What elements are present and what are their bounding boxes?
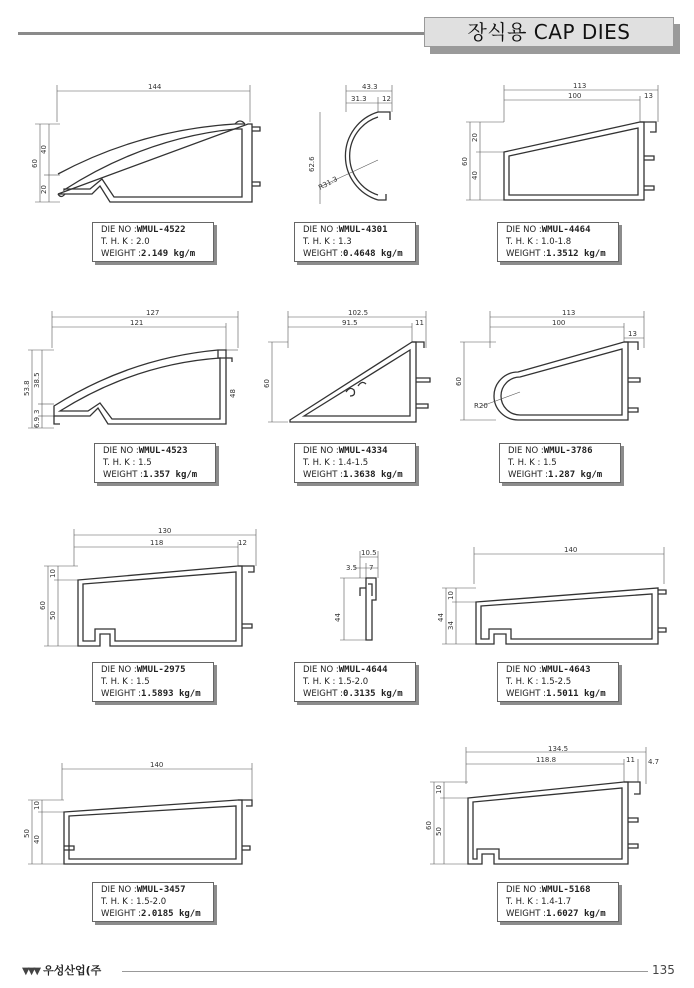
thickness: 1.5-2.0 xyxy=(136,897,167,907)
dimension-label: 12 xyxy=(238,539,247,547)
dimension-label: 140 xyxy=(564,546,578,554)
dimension-label: 20 xyxy=(471,133,479,142)
dimension-label: 127 xyxy=(146,309,160,317)
thickness: 1.4-1.7 xyxy=(541,897,572,907)
dimension-label: 62.6 xyxy=(308,156,316,172)
dimension-label: 100 xyxy=(568,92,582,100)
dimension-label: 118.8 xyxy=(536,756,557,764)
dimension-label: R31.3 xyxy=(317,175,339,192)
dimension-label: 3 xyxy=(33,409,41,414)
die-number: WMUL-4301 xyxy=(338,225,388,235)
profile-drawing-wmul-2975 xyxy=(38,526,268,656)
weight: 1.5011 kg/m xyxy=(546,689,606,699)
dimension-label: 102.5 xyxy=(348,309,369,317)
profile-drawing-wmul-4643 xyxy=(436,544,668,654)
die-info-box: DIE NO :WMUL-4334 T. H. K : 1.4-1.5 WEIGHT :1.3638 kg/m xyxy=(294,443,416,483)
company-logo xyxy=(22,962,101,978)
die-info-box: DIE NO :WMUL-2975 T. H. K : 1.5 WEIGHT :1.5893 kg/m xyxy=(92,662,214,702)
dimension-label: 60 xyxy=(263,379,271,388)
dimension-label: 43.3 xyxy=(362,83,378,91)
dimension-label: 44 xyxy=(437,613,445,622)
dimension-label: 130 xyxy=(158,527,172,535)
profile-drawing-wmul-4334 xyxy=(260,308,440,438)
die-info-box: DIE NO :WMUL-4464 T. H. K : 1.0-1.8 WEIGHT :1.3512 kg/m xyxy=(497,222,619,262)
dimension-label: 10 xyxy=(447,591,455,600)
weight: 2.0185 kg/m xyxy=(141,909,201,919)
header-rule xyxy=(18,32,428,35)
dimension-label: 113 xyxy=(562,309,576,317)
dimension-label: 50 xyxy=(23,829,31,838)
die-number: WMUL-4522 xyxy=(136,225,186,235)
dimension-label: 134.5 xyxy=(548,745,569,753)
die-info-box: DIE NO :WMUL-4643 T. H. K : 1.5-2.5 WEIGHT :1.5011 kg/m xyxy=(497,662,619,702)
thickness: 1.5 xyxy=(138,458,152,468)
triple-w-logo-icon: ▼▼▼ xyxy=(22,966,40,977)
profile-drawing-wmul-4644 xyxy=(330,548,390,648)
thickness: 1.5-2.5 xyxy=(541,677,572,687)
dimension-label: 118 xyxy=(150,539,164,547)
dimension-label: 10.5 xyxy=(361,549,377,557)
die-number: WMUL-4644 xyxy=(338,665,388,675)
die-number: WMUL-5168 xyxy=(541,885,591,895)
dimension-label: 38.5 xyxy=(33,372,41,388)
dimension-label: 11 xyxy=(626,756,635,764)
thickness: 1.5-2.0 xyxy=(338,677,369,687)
dimension-label: 10 xyxy=(49,569,57,578)
dimension-label: 34 xyxy=(447,621,455,630)
dimension-label: 53.8 xyxy=(23,380,31,396)
weight: 0.3135 kg/m xyxy=(343,689,403,699)
dimension-label: 60 xyxy=(455,377,463,386)
dimension-label: 6.9 xyxy=(33,416,41,428)
dimension-label: 3.5 xyxy=(346,564,358,572)
die-number: WMUL-4643 xyxy=(541,665,591,675)
weight: 1.3638 kg/m xyxy=(343,470,403,480)
dimension-label: 50 xyxy=(435,827,443,836)
dimension-label: 13 xyxy=(628,330,637,338)
dimension-label: 40 xyxy=(471,171,479,180)
dimension-label: 12 xyxy=(382,95,391,103)
profile-drawing-wmul-4301 xyxy=(300,82,410,212)
die-info-box: DIE NO :WMUL-3786 T. H. K : 1.5 WEIGHT :1.287 kg/m xyxy=(499,443,621,483)
dimension-label: R20 xyxy=(474,402,488,410)
footer-rule xyxy=(122,971,648,972)
thickness: 1.0-1.8 xyxy=(541,237,572,247)
die-info-box: DIE NO :WMUL-4522 T. H. K : 2.0 WEIGHT :2.149 kg/m xyxy=(92,222,214,262)
die-info-box: DIE NO :WMUL-4523 T. H. K : 1.5 WEIGHT :1.357 kg/m xyxy=(94,443,216,483)
thickness: 1.5 xyxy=(136,677,150,687)
die-number: WMUL-4334 xyxy=(338,446,388,456)
weight: 1.6027 kg/m xyxy=(546,909,606,919)
die-number: WMUL-3786 xyxy=(543,446,593,456)
dimension-label: 121 xyxy=(130,319,144,327)
die-number: WMUL-2975 xyxy=(136,665,186,675)
die-info-box: DIE NO :WMUL-5168 T. H. K : 1.4-1.7 WEIGHT :1.6027 kg/m xyxy=(497,882,619,922)
dimension-label: 140 xyxy=(150,761,164,769)
weight: 0.4648 kg/m xyxy=(343,249,403,259)
thickness: 1.3 xyxy=(338,237,352,247)
dimension-label: 60 xyxy=(461,157,469,166)
dimension-label: 60 xyxy=(39,601,47,610)
thickness: 2.0 xyxy=(136,237,150,247)
weight: 1.3512 kg/m xyxy=(546,249,606,259)
dim-width: 144 xyxy=(148,83,162,91)
dimension-label: 10 xyxy=(33,801,41,810)
dimension-label: 31.3 xyxy=(351,95,367,103)
weight: 1.287 kg/m xyxy=(548,470,603,480)
dimension-label: 7 xyxy=(369,564,374,572)
dimension-label: 10 xyxy=(435,785,443,794)
dimension-label: 11 xyxy=(415,319,424,327)
dimension-label: 13 xyxy=(644,92,653,100)
thickness: 1.4-1.5 xyxy=(338,458,369,468)
die-info-box: DIE NO :WMUL-4644 T. H. K : 1.5-2.0 WEIGHT :0.3135 kg/m xyxy=(294,662,416,702)
dimension-label: 4.7 xyxy=(648,758,660,766)
weight: 1.357 kg/m xyxy=(143,470,198,480)
weight: 2.149 kg/m xyxy=(141,249,196,259)
dimension-label: 44 xyxy=(334,613,342,622)
profile-drawing-wmul-3786 xyxy=(452,308,652,438)
page-title: 장식용 CAP DIES xyxy=(424,17,674,47)
dimension-label: 40 xyxy=(33,835,41,844)
dimension-label: 100 xyxy=(552,319,566,327)
profile-drawing-wmul-5168 xyxy=(424,744,664,874)
dimension-label: 50 xyxy=(49,611,57,620)
dimension-label: 113 xyxy=(573,82,587,90)
dimension-label: 40 xyxy=(40,145,48,154)
die-info-box: DIE NO :WMUL-4301 T. H. K : 1.3 WEIGHT :0.4648 kg/m xyxy=(294,222,416,262)
thickness: 1.5 xyxy=(543,458,557,468)
dimension-label: 20 xyxy=(40,185,48,194)
weight: 1.5893 kg/m xyxy=(141,689,201,699)
dimension-label: 91.5 xyxy=(342,319,358,327)
profile-drawing-wmul-3457 xyxy=(24,760,264,870)
page-number: 135 xyxy=(652,963,675,977)
profile-drawing-wmul-4464 xyxy=(458,82,668,212)
profile-drawing-wmul-4522 xyxy=(30,82,260,212)
dimension-label: 60 xyxy=(31,159,39,168)
die-number: WMUL-4523 xyxy=(138,446,188,456)
dimension-label: 48 xyxy=(229,389,237,398)
die-info-box: DIE NO :WMUL-3457 T. H. K : 1.5-2.0 WEIGHT :2.0185 kg/m xyxy=(92,882,214,922)
die-number: WMUL-3457 xyxy=(136,885,186,895)
profile-drawing-wmul-4523 xyxy=(20,308,250,438)
dimension-label: 60 xyxy=(425,821,433,830)
company-name: 우성산업(주 xyxy=(43,964,102,977)
die-number: WMUL-4464 xyxy=(541,225,591,235)
